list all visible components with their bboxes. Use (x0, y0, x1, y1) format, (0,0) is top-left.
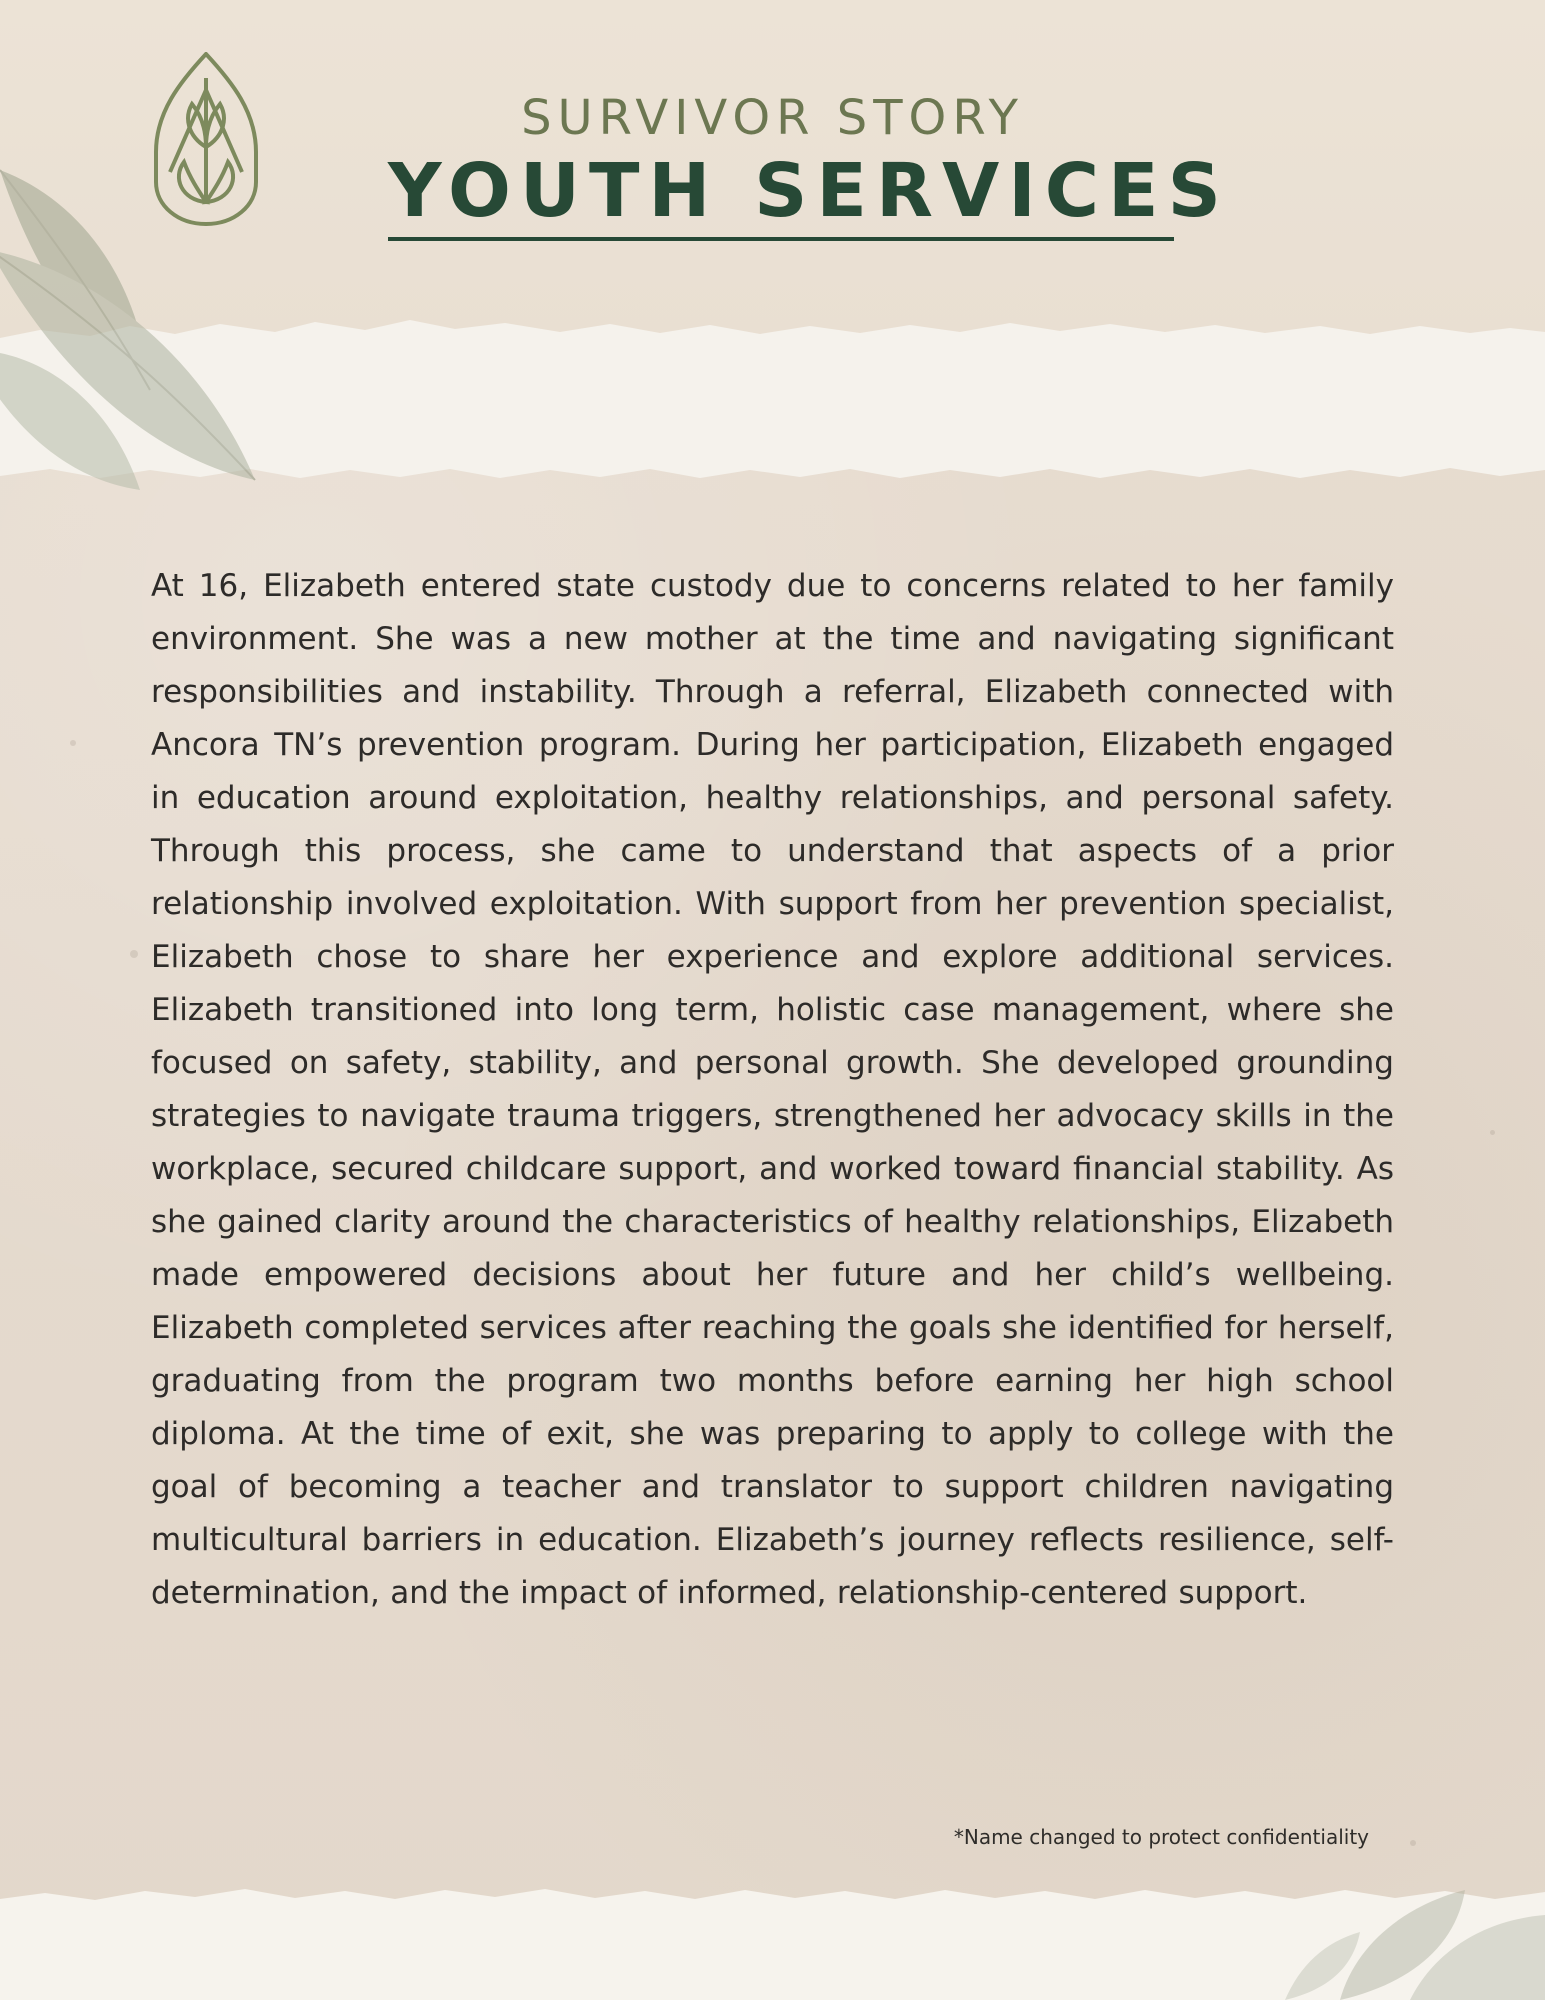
confidentiality-footnote: *Name changed to protect confidentiality (953, 1825, 1369, 1849)
story-paragraph: At 16, Elizabeth entered state custody due to concerns related to her family environment. She was a new mother at the time and navigating significant responsibilities and instability. Through a referral, Elizabeth connected with Ancora TN’s prevention program. During her participation, Elizabeth engaged in education around exploitation, healthy relationships, and personal safety. Through this process, she came to understand that aspects of a prior relationship involved exploitation. With support from her prevention specialist, Elizabeth chose to share her experience and explore additional services. Elizabeth transitioned into long term, holistic case management, where she focused on safety, stability, and personal growth. She developed grounding strategies to navigate trauma triggers, strengthened her advocacy skills in the workplace, secured childcare support, and worked toward financial stability. As she gained clarity around the characteristics of healthy relationships, Elizabeth made empowered decisions about her future and her child’s wellbeing. Elizabeth completed services after reaching the goals she identified for herself, graduating from the program two months before earning her high school diploma. At the time of exit, she was preparing to apply to college with the goal of becoming a teacher and translator to support children navigating multicultural barriers in education. Elizabeth’s journey reflects resilience, self-determination, and the impact of informed, relationship-centered support. (151, 568, 1394, 1611)
paper-speck (1490, 1130, 1495, 1135)
page-title: YOUTH SERVICES (388, 154, 1174, 241)
leaf-cluster-icon (1245, 1860, 1545, 2000)
section-kicker: SURVIVOR STORY (521, 90, 1024, 146)
paper-speck (70, 740, 76, 746)
paper-speck (130, 950, 138, 958)
paper-speck (1410, 1840, 1416, 1846)
